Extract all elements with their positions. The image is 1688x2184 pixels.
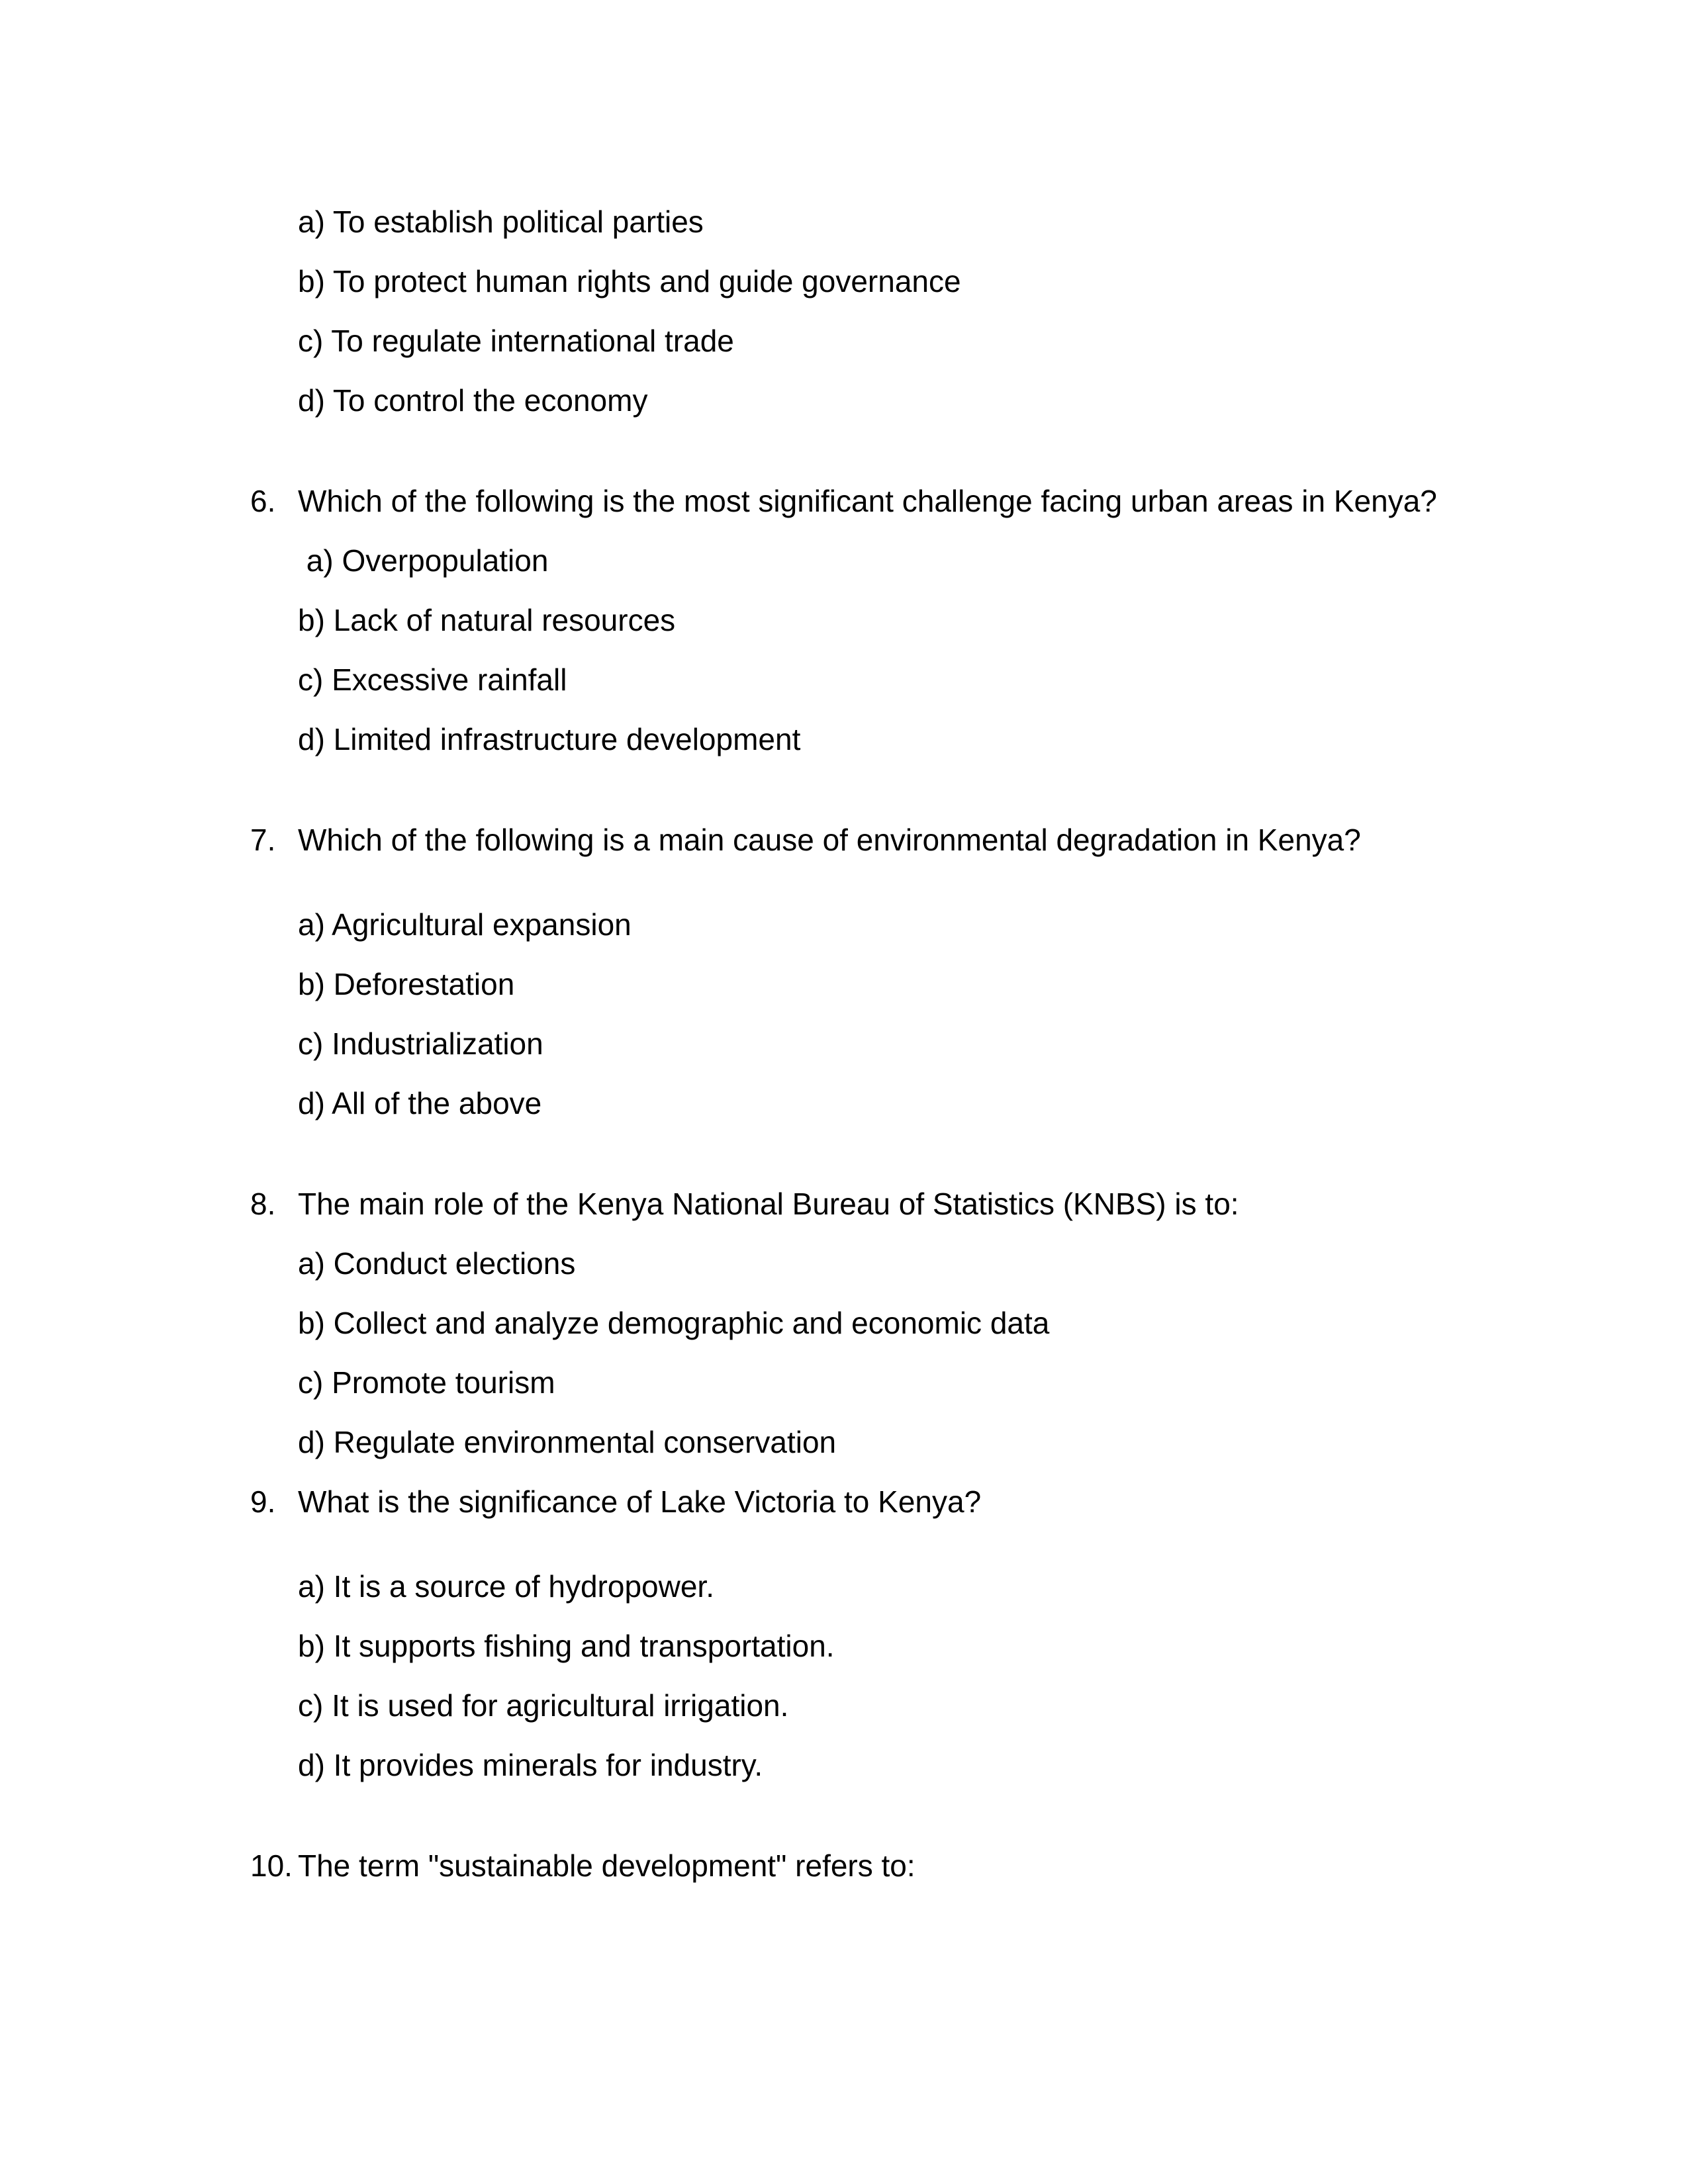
option-item: d) It provides minerals for industry. bbox=[298, 1748, 763, 1782]
option-item: b) To protect human rights and guide governance bbox=[298, 264, 961, 298]
option-item: a) Conduct elections bbox=[298, 1246, 576, 1281]
option-item: c) Promote tourism bbox=[298, 1365, 555, 1400]
spacer bbox=[250, 769, 1508, 810]
option-item: a) Overpopulation bbox=[298, 543, 549, 578]
spacer bbox=[250, 1531, 1508, 1557]
option-item: d) All of the above bbox=[298, 1086, 542, 1120]
question-number: 9. bbox=[250, 1484, 276, 1519]
option-item: a) To establish political parties bbox=[298, 205, 704, 239]
option-item: b) Lack of natural resources bbox=[298, 603, 676, 637]
option-item: d) Regulate environmental conservation bbox=[298, 1425, 837, 1459]
question-number: 8. bbox=[250, 1187, 276, 1221]
option-item: c) To regulate international trade bbox=[298, 324, 734, 358]
question-text: The main role of the Kenya National Bureau of Statistics (KNBS) is to: bbox=[298, 1187, 1239, 1221]
question-8 bbox=[250, 1174, 1508, 1472]
question-10 bbox=[250, 1836, 1508, 1895]
spacer bbox=[250, 430, 1508, 471]
option-item: a) Agricultural expansion bbox=[298, 907, 632, 942]
question-stem bbox=[250, 1836, 1508, 1895]
option-item: b) Collect and analyze demographic and economic data bbox=[298, 1306, 1050, 1340]
option-item: c) Excessive rainfall bbox=[298, 662, 567, 697]
option-item: c) Industrialization bbox=[298, 1026, 543, 1061]
question-number: 6. bbox=[250, 484, 276, 518]
carried-over-options bbox=[250, 192, 1508, 430]
question-6 bbox=[250, 471, 1508, 769]
option-item: a) It is a source of hydropower. bbox=[298, 1569, 714, 1604]
page-content bbox=[250, 192, 1508, 1895]
option-item: b) Deforestation bbox=[298, 967, 515, 1001]
question-text: Which of the following is a main cause of environmental degradation in Kenya? bbox=[298, 823, 1361, 857]
question-number: 7. bbox=[250, 823, 276, 857]
question-stem bbox=[250, 1472, 1508, 1531]
spacer bbox=[250, 1795, 1508, 1836]
question-stem bbox=[250, 1174, 1508, 1234]
option-item: d) Limited infrastructure development bbox=[298, 722, 801, 756]
question-text: The term "sustainable development" refers to: bbox=[298, 1848, 915, 1883]
question-7 bbox=[250, 810, 1508, 1133]
spacer bbox=[250, 870, 1508, 895]
question-text: Which of the following is the most significant challenge facing urban areas in Kenya? bbox=[298, 484, 1437, 518]
question-stem bbox=[250, 810, 1508, 870]
question-number: 10. bbox=[250, 1848, 293, 1883]
question-text: What is the significance of Lake Victoria to Kenya? bbox=[298, 1484, 982, 1519]
spacer bbox=[250, 1133, 1508, 1174]
question-stem bbox=[250, 471, 1508, 531]
option-item: c) It is used for agricultural irrigation. bbox=[298, 1688, 789, 1723]
option-item: d) To control the economy bbox=[298, 383, 648, 418]
question-9 bbox=[250, 1472, 1508, 1795]
option-item: b) It supports fishing and transportation. bbox=[298, 1629, 835, 1663]
